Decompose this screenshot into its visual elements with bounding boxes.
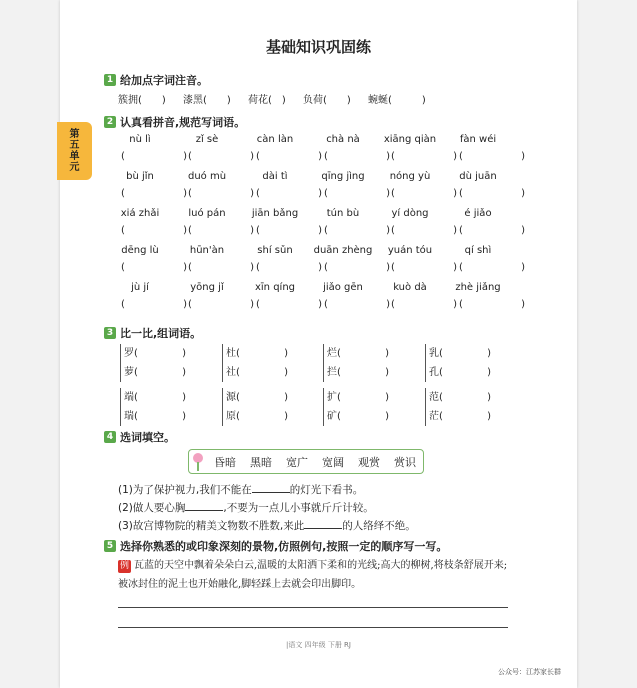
char-pair-row[interactable]: 罗( )	[124, 348, 186, 359]
pinyin-label: xiāng qiàn	[383, 134, 437, 145]
answer-box[interactable]: ( )	[459, 151, 525, 162]
char-pair-row[interactable]: 杜( )	[226, 348, 288, 359]
pinyin-label: nù lì	[129, 134, 151, 145]
char-pair-row[interactable]: 扩( )	[327, 392, 389, 403]
pinyin-label: dù juān	[459, 171, 497, 182]
section-1-items	[118, 91, 426, 106]
answer-box[interactable]: ( )	[188, 299, 254, 310]
word-option: 宽广	[286, 455, 308, 469]
pinyin-item: 负荷( )	[303, 95, 351, 106]
pinyin-label: fàn wéi	[459, 134, 497, 145]
char-pair	[222, 344, 288, 382]
example-text: 例 瓦蓝的天空中飘着朵朵白云,温暖的太阳洒下柔和的光线;高大的柳树,将枝条舒展开来;被冰封住的泥土也开始融化,脚轻踩上去就会印出脚印。	[118, 560, 508, 590]
example-badge: 例	[119, 561, 129, 571]
answer-box[interactable]: ( )	[391, 151, 457, 162]
answer-box[interactable]: ( )	[188, 225, 254, 236]
pinyin-label: zǐ sè	[195, 134, 219, 145]
answer-box[interactable]: ( )	[256, 188, 322, 199]
pinyin-label: bù jǐn	[126, 171, 154, 182]
answer-box[interactable]: ( )	[121, 262, 187, 273]
char-pair	[323, 388, 389, 426]
answer-box[interactable]: ( )	[324, 262, 390, 273]
pinyin-label: dài tì	[262, 171, 288, 182]
char-pair-row[interactable]: 萝( )	[124, 367, 186, 378]
fill-blank[interactable]	[252, 483, 290, 493]
section-1-heading: 1 给加点字词注音。	[104, 72, 208, 88]
pinyin-label: jiān bǎng	[251, 208, 299, 219]
answer-box[interactable]: ( )	[256, 262, 322, 273]
answer-box[interactable]: ( )	[324, 188, 390, 199]
char-pair-row[interactable]: 矿( )	[327, 411, 389, 422]
pinyin-item: 荷花( )	[248, 95, 286, 106]
answer-box[interactable]: ( )	[188, 188, 254, 199]
answer-box[interactable]: ( )	[188, 262, 254, 273]
char-pair-row[interactable]: 原( )	[226, 411, 288, 422]
sentence-1: (1)为了保护视力,我们不能在 的灯光下看书。	[118, 484, 364, 496]
answer-box[interactable]: ( )	[391, 225, 457, 236]
fill-blank[interactable]	[304, 519, 342, 529]
answer-box[interactable]: ( )	[459, 299, 525, 310]
answer-box[interactable]: ( )	[324, 299, 390, 310]
char-pair	[222, 388, 288, 426]
word-bank	[188, 449, 424, 474]
char-pair-row[interactable]: 烂( )	[327, 348, 389, 359]
char-pair-row[interactable]: 拦( )	[327, 367, 389, 378]
stem-icon	[197, 462, 199, 471]
section-4-heading: 4 选词填空。	[104, 429, 175, 445]
pinyin-label: yuán tóu	[387, 245, 433, 256]
word-option: 黑暗	[250, 455, 272, 469]
answer-box[interactable]: ( )	[324, 225, 390, 236]
pinyin-label: xīn qíng	[254, 282, 296, 293]
char-pair	[120, 388, 186, 426]
answer-box[interactable]: ( )	[459, 225, 525, 236]
answer-box[interactable]: ( )	[256, 225, 322, 236]
answer-box[interactable]: ( )	[459, 262, 525, 273]
pinyin-label: càn làn	[256, 134, 294, 145]
pinyin-label: kuò dà	[393, 282, 427, 293]
pinyin-item: 蜿蜒( )	[368, 95, 426, 106]
answer-box[interactable]: ( )	[391, 188, 457, 199]
pinyin-item: 簇拥( )	[118, 95, 166, 106]
section-5-heading: 5 选择你熟悉的或印象深刻的景物,仿照例句,按照一定的顺序写一写。	[104, 538, 447, 554]
answer-box[interactable]: ( )	[121, 188, 187, 199]
pinyin-label: luó pán	[188, 208, 226, 219]
answer-box[interactable]: ( )	[188, 151, 254, 162]
answer-box[interactable]: ( )	[256, 299, 322, 310]
pinyin-label: chà nà	[326, 134, 360, 145]
pinyin-label: xiá zhǎi	[120, 208, 160, 219]
char-pair	[425, 388, 491, 426]
char-pair-row[interactable]: 范( )	[429, 392, 491, 403]
pinyin-label: tún bù	[326, 208, 360, 219]
fill-blank[interactable]	[185, 501, 223, 511]
answer-box[interactable]: ( )	[459, 188, 525, 199]
pinyin-label: dēng lù	[121, 245, 159, 256]
char-pair-row[interactable]: 源( )	[226, 392, 288, 403]
char-pair-row[interactable]: 茫( )	[429, 411, 491, 422]
pinyin-label: duān zhèng	[313, 245, 373, 256]
pinyin-item: 漆黑( )	[183, 95, 231, 106]
pinyin-label: yí dòng	[391, 208, 429, 219]
unit-tab: 第 五 单 元	[57, 122, 92, 180]
char-pair	[425, 344, 491, 382]
char-pair-row[interactable]: 孔( )	[429, 367, 491, 378]
watermark: 公众号：江苏家长群	[498, 668, 561, 676]
section-3-heading: 3 比一比,组词语。	[104, 325, 201, 341]
writing-line[interactable]	[118, 607, 508, 608]
word-option: 宽阔	[322, 455, 344, 469]
pinyin-label: jù jí	[131, 282, 149, 293]
pinyin-label: yōng jǐ	[190, 282, 224, 293]
pinyin-label: qí shì	[464, 245, 492, 256]
answer-box[interactable]: ( )	[391, 262, 457, 273]
pinyin-label: nóng yù	[389, 171, 431, 182]
writing-line[interactable]	[118, 627, 508, 628]
answer-box[interactable]: ( )	[121, 225, 187, 236]
answer-box[interactable]: ( )	[391, 299, 457, 310]
answer-box[interactable]: ( )	[324, 151, 390, 162]
word-option: 观赏	[358, 455, 380, 469]
char-pair-row[interactable]: 乳( )	[429, 348, 491, 359]
page-footer: |语文 四年级 下册 RJ	[286, 641, 351, 649]
char-pair-row[interactable]: 端( )	[124, 392, 186, 403]
pinyin-label: zhè jiǎng	[455, 282, 501, 293]
pinyin-label: qīng jìng	[321, 171, 365, 182]
page-title: 基础知识巩固练	[265, 38, 371, 56]
sentence-3: (3)故宫博物院的精美文物数不胜数,来此 的人络绎不绝。	[118, 520, 416, 532]
answer-box[interactable]: ( )	[121, 151, 187, 162]
char-pair	[120, 344, 186, 382]
pinyin-label: é jiǎo	[464, 208, 492, 219]
pinyin-label: hūn'àn	[189, 245, 225, 256]
sentence-2: (2)做人要心胸 ,不要为一点儿小事就斤斤计较。	[118, 502, 374, 514]
char-pair-row[interactable]: 瑞( )	[124, 411, 186, 422]
pinyin-label: duó mù	[187, 171, 227, 182]
answer-box[interactable]: ( )	[121, 299, 187, 310]
char-pair-row[interactable]: 社( )	[226, 367, 288, 378]
word-option: 昏暗	[214, 455, 236, 469]
pinyin-label: jiǎo gēn	[323, 282, 363, 293]
pinyin-label: shí sǔn	[257, 245, 293, 256]
answer-box[interactable]: ( )	[256, 151, 322, 162]
word-option: 赏识	[394, 455, 416, 469]
char-pair	[323, 344, 389, 382]
section-2-heading: 2 认真看拼音,规范写词语。	[104, 114, 245, 130]
